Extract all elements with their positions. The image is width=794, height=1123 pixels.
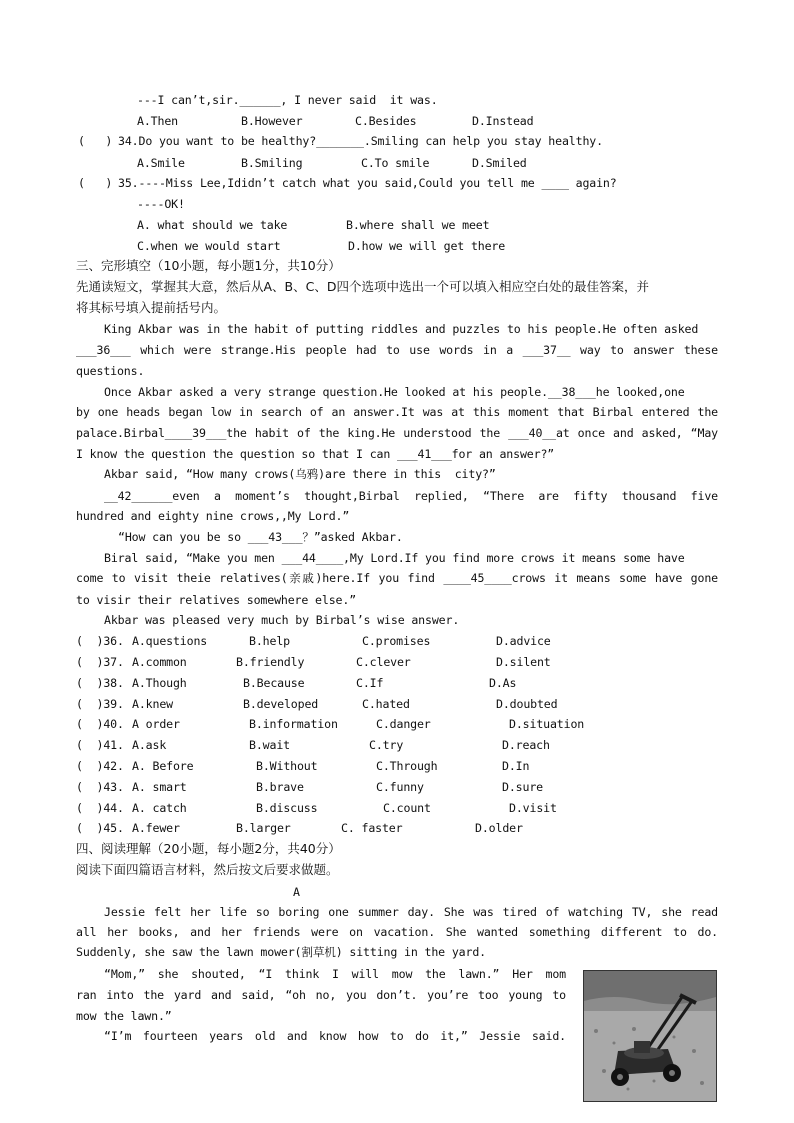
choice-option-c: C.count bbox=[383, 801, 431, 815]
passage-line: hundred and eighty nine crows,,My Lord.” bbox=[76, 509, 350, 523]
choice-option-d: D.As bbox=[489, 676, 517, 690]
choice-label[interactable]: ( )36. bbox=[76, 634, 124, 648]
choice-option-c: C.danger bbox=[376, 717, 431, 731]
choice-option-b: B.Because bbox=[243, 676, 305, 690]
choice-option-a: A. Before bbox=[132, 759, 194, 773]
q33-option-c: C.Besides bbox=[355, 114, 417, 128]
choice-option-c: C.hated bbox=[362, 697, 410, 711]
q34-option-b: B.Smiling bbox=[241, 156, 303, 170]
passage-line: Biral said, “Make you men ___44____,My Lord.If you find more crows it means some have bbox=[104, 551, 685, 565]
choice-option-b: B.friendly bbox=[236, 655, 305, 669]
choice-option-b: B.developed bbox=[243, 697, 319, 711]
choice-option-b: B.discuss bbox=[256, 801, 318, 815]
lawn-mower-photo bbox=[583, 970, 717, 1102]
choice-option-c: C. faster bbox=[341, 821, 403, 835]
choice-option-d: D.sure bbox=[502, 780, 543, 794]
q35-option-b: B.where shall we meet bbox=[346, 218, 490, 232]
q35-option-d: D.how we will get there bbox=[348, 239, 506, 253]
choice-option-a: A.fewer bbox=[132, 821, 180, 835]
passage-line: Akbar said, “How many crows(乌鸦)are there in this city?” bbox=[104, 467, 496, 481]
q35-question: 35.----Miss Lee,Ididn’t catch what you said,Could you tell me ____ again? bbox=[118, 176, 617, 190]
passage-a-line: “I’m fourteen years old and know how to do it,” Jessie said. bbox=[104, 1029, 566, 1043]
section3-heading: 三、完形填空（10小题，每小题1分，共10分） bbox=[76, 258, 341, 273]
choice-option-c: C.clever bbox=[356, 655, 411, 669]
q35-reply: ----OK! bbox=[137, 197, 185, 211]
choice-option-c: C.If bbox=[356, 676, 384, 690]
q33-option-d: D.Instead bbox=[472, 114, 534, 128]
choice-label[interactable]: ( )42. bbox=[76, 759, 124, 773]
passage-a-line: mow the lawn.” bbox=[76, 1009, 172, 1023]
section4-instruction: 阅读下面四篇语言材料，然后按文后要求做题。 bbox=[76, 862, 339, 877]
choice-option-d: D.doubted bbox=[496, 697, 558, 711]
passage-line: by one heads began low in search of an answer.It was at this moment that Birbal entered the bbox=[76, 405, 718, 419]
section4-heading: 四、阅读理解（20小题，每小题2分，共40分） bbox=[76, 841, 341, 856]
passage-line: to visir their relatives somewhere else.” bbox=[76, 593, 357, 607]
choice-label[interactable]: ( )41. bbox=[76, 738, 124, 752]
passage-line: King Akbar was in the habit of putting riddles and puzzles to his people.He often asked bbox=[104, 322, 699, 336]
choice-label[interactable]: ( )40. bbox=[76, 717, 124, 731]
choice-option-b: B.Without bbox=[256, 759, 318, 773]
q34-option-c: C.To smile bbox=[361, 156, 430, 170]
choice-option-d: D.advice bbox=[496, 634, 551, 648]
choice-option-c: C.promises bbox=[362, 634, 431, 648]
choice-option-d: D.reach bbox=[502, 738, 550, 752]
choice-label[interactable]: ( )38. bbox=[76, 676, 124, 690]
section3-instruction-1: 先通读短文，掌握其大意，然后从A、B、C、D四个选项中选出一个可以填入相应空白处的最佳答案，并 bbox=[76, 279, 649, 294]
q34-option-a: A.Smile bbox=[137, 156, 185, 170]
passage-line: come to visit theie relatives(亲戚)here.If you find ____45____crows it means some have gone bbox=[76, 571, 718, 585]
passage-line: ___36___ which were strange.His people had to use words in a ___37__ way to answer these bbox=[76, 343, 718, 357]
choice-label[interactable]: ( )44. bbox=[76, 801, 124, 815]
choice-label[interactable]: ( )43. bbox=[76, 780, 124, 794]
choice-option-a: A order bbox=[132, 717, 180, 731]
passage-a-line: Suddenly, she saw the lawn mower(割草机) sitting in the yard. bbox=[76, 945, 486, 959]
q35-option-c: C.when we would start bbox=[137, 239, 281, 253]
q34-question: 34.Do you want to be healthy?_______.Smiling can help you stay healthy. bbox=[118, 134, 603, 148]
passage-a-line: “Mom,” she shouted, “I think I will mow the lawn.” Her mom bbox=[104, 967, 566, 981]
choice-option-a: A.questions bbox=[132, 634, 208, 648]
passage-line: “How can you be so ___43___？”asked Akbar. bbox=[118, 530, 403, 544]
passage-line: __42______even a moment’s thought,Birbal replied, “There are fifty thousand five bbox=[104, 489, 718, 503]
section3-instruction-2: 将其标号填入提前括号内。 bbox=[76, 300, 227, 315]
lawn-mower-icon bbox=[584, 971, 716, 1101]
passage-line: I know the question the question so that I can ___41___for an answer?” bbox=[76, 447, 555, 461]
passage-line: Once Akbar asked a very strange question.He looked at his people.__38___he looked,one bbox=[104, 385, 685, 399]
q35-answer-blank[interactable]: ( ) bbox=[78, 176, 113, 190]
choice-option-a: A. catch bbox=[132, 801, 187, 815]
choice-option-a: A.Though bbox=[132, 676, 187, 690]
passage-a-line: Jessie felt her life so boring one summer day. She was tired of watching TV, she read bbox=[104, 905, 718, 919]
passage-line: questions. bbox=[76, 364, 145, 378]
choice-option-b: B.wait bbox=[249, 738, 290, 752]
choice-option-b: B.larger bbox=[236, 821, 291, 835]
choice-label[interactable]: ( )45. bbox=[76, 821, 124, 835]
choice-option-d: D.In bbox=[502, 759, 530, 773]
choice-option-c: C.funny bbox=[376, 780, 424, 794]
passage-a-line: ran into the yard and said, “oh no, you don’t. you’re too young to bbox=[76, 988, 566, 1002]
part-label: A bbox=[293, 885, 300, 899]
choice-option-b: B.brave bbox=[256, 780, 304, 794]
choice-label[interactable]: ( )37. bbox=[76, 655, 124, 669]
choice-option-b: B.information bbox=[249, 717, 338, 731]
q33-option-b: B.However bbox=[241, 114, 303, 128]
choice-option-a: A.knew bbox=[132, 697, 173, 711]
q33-reply: ---I can’t,sir.______, I never said it was. bbox=[137, 93, 438, 107]
passage-line: Akbar was pleased very much by Birbal’s wise answer. bbox=[104, 613, 460, 627]
choice-option-d: D.older bbox=[475, 821, 523, 835]
q33-option-a: A.Then bbox=[137, 114, 178, 128]
q34-option-d: D.Smiled bbox=[472, 156, 527, 170]
choice-option-a: A.common bbox=[132, 655, 187, 669]
choice-option-d: D.situation bbox=[509, 717, 585, 731]
choice-label[interactable]: ( )39. bbox=[76, 697, 124, 711]
choice-option-c: C.try bbox=[369, 738, 404, 752]
choice-option-d: D.visit bbox=[509, 801, 557, 815]
passage-a-line: all her books, and her friends were on vacation. She wanted something different to do. bbox=[76, 925, 718, 939]
q35-option-a: A. what should we take bbox=[137, 218, 288, 232]
passage-line: palace.Birbal____39___the habit of the king.He understood the ___40__at once and asked, “May bbox=[76, 426, 718, 440]
choice-option-a: A.ask bbox=[132, 738, 167, 752]
q34-answer-blank[interactable]: ( ) bbox=[78, 134, 113, 148]
choice-option-b: B.help bbox=[249, 634, 290, 648]
choice-option-d: D.silent bbox=[496, 655, 551, 669]
choice-option-c: C.Through bbox=[376, 759, 438, 773]
choice-option-a: A. smart bbox=[132, 780, 187, 794]
